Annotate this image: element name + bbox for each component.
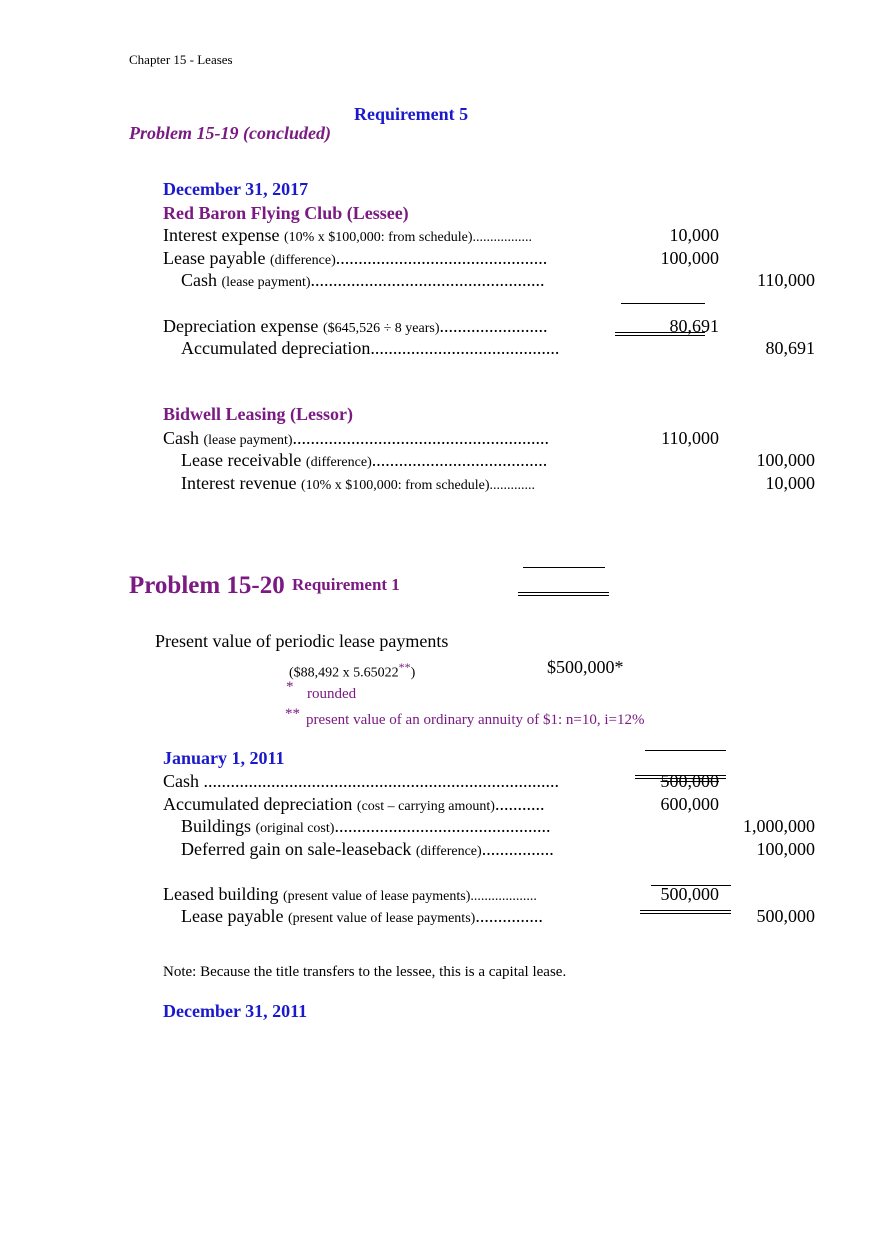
j-lease-payable-credit: 500,000 — [756, 906, 815, 926]
double-rule-line — [640, 910, 731, 914]
capital-lease-note: Note: Because the title transfers to the lessee, this is a capital lease. — [163, 964, 567, 980]
lessor-lease-receivable-credit: 100,000 — [756, 450, 815, 470]
footnote-rounded-mark: * — [286, 679, 294, 695]
lessee-interest-expense-row — [163, 225, 532, 246]
lessee-depreciation-row — [163, 316, 547, 337]
lessor-interest-revenue-row — [181, 473, 535, 494]
leader-dots: ................ — [481, 839, 554, 859]
account-note: (difference) — [415, 844, 482, 859]
lessor-title: Bidwell Leasing (Lessor) — [163, 404, 354, 424]
double-rule-line — [518, 592, 609, 596]
lessee-cash-row — [181, 270, 545, 291]
j-buildings-credit: 1,000,000 — [743, 816, 815, 836]
account-note: (cost – carrying amount) — [356, 799, 495, 814]
account-note: (lease payment) — [203, 433, 293, 448]
account-name: Deferred gain on sale-leaseback — [181, 839, 416, 859]
account-note: (original cost) — [255, 821, 335, 836]
j-cash-row — [163, 771, 559, 792]
account-note: (present value of lease payments)................... — [282, 889, 537, 904]
lessee-lease-payable-row — [163, 248, 547, 269]
account-note: (10% x $100,000: from schedule)................. — [283, 230, 533, 245]
requirement-5-heading: Requirement 5 — [354, 104, 469, 124]
date-dec-2017: December 31, 2017 — [163, 179, 309, 199]
lessee-title: Red Baron Flying Club (Lessee) — [163, 203, 409, 223]
double-rule-line — [635, 775, 726, 779]
problem-15-20-title: Problem 15-20 — [129, 572, 285, 599]
lessee-lease-payable-debit: 100,000 — [660, 248, 719, 268]
j-deferred-gain-row — [181, 839, 554, 860]
pv-calculation — [289, 660, 415, 682]
account-name: Buildings — [181, 816, 256, 836]
leader-dots: .................................................... — [310, 270, 545, 290]
footnote-rounded-text: rounded — [307, 686, 357, 702]
j-accum-depr-debit: 600,000 — [660, 794, 719, 814]
account-name: Lease payable — [163, 248, 270, 268]
account-name: Cash — [163, 428, 204, 448]
lessor-cash-row — [163, 428, 549, 449]
j-leased-building-debit: 500,000 — [660, 884, 719, 904]
date-dec-2011: December 31, 2011 — [163, 1001, 308, 1021]
pv-calc-end: ) — [410, 665, 416, 681]
account-name: Interest revenue — [181, 473, 301, 493]
leader-dots: ............................................... — [335, 248, 548, 268]
leader-dots: ............... — [475, 906, 543, 926]
lessee-interest-expense-debit: 10,000 — [669, 225, 719, 245]
pv-label: Present value of periodic lease payments — [155, 631, 449, 651]
leader-dots: .......................................... — [370, 338, 560, 358]
account-note: (difference) — [305, 455, 372, 470]
account-name: Accumulated depreciation — [163, 794, 357, 814]
lessor-lease-receivable-row — [181, 450, 547, 471]
account-note: (10% x $100,000: from schedule)............. — [300, 478, 536, 493]
j-accum-depr-row — [163, 794, 544, 815]
double-rule-line — [615, 332, 705, 336]
lessee-depreciation-debit: 80,691 — [669, 316, 719, 336]
pv-calc-sup: ** — [398, 660, 411, 674]
j-lease-payable-row — [181, 906, 543, 927]
account-name: Lease receivable — [181, 450, 306, 470]
leader-dots: ............................................................................... — [203, 771, 559, 791]
account-note: (present value of lease payments) — [287, 911, 476, 926]
leader-dots: ....................................... — [371, 450, 548, 470]
account-note: ($645,526 ÷ 8 years) — [322, 321, 440, 336]
account-note: (difference) — [269, 253, 336, 268]
j-leased-building-row — [163, 884, 537, 905]
lessee-accum-depr-row — [181, 338, 559, 359]
rule-line — [645, 750, 726, 751]
account-name: Cash — [181, 270, 222, 290]
lessor-cash-debit: 110,000 — [661, 428, 719, 448]
problem-15-19-title: Problem 15-19 (concluded) — [129, 123, 331, 143]
pv-value: $500,000* — [547, 657, 624, 677]
leader-dots: ................................................ — [334, 816, 551, 836]
requirement-1-heading: Requirement 1 — [292, 575, 400, 594]
lessee-cash-credit: 110,000 — [757, 270, 815, 290]
footnote-annuity-text: present value of an ordinary annuity of $1: n=10, i=12% — [306, 712, 645, 728]
leader-dots: ........... — [494, 794, 545, 814]
j-deferred-gain-credit: 100,000 — [756, 839, 815, 859]
account-name: Lease payable — [181, 906, 288, 926]
date-jan-2011: January 1, 2011 — [163, 748, 285, 768]
leader-dots: ........................ — [439, 316, 548, 336]
lessor-interest-revenue-credit: 10,000 — [765, 473, 815, 493]
account-name: Interest expense — [163, 225, 284, 245]
account-name: Depreciation expense — [163, 316, 323, 336]
j-buildings-row — [181, 816, 550, 837]
account-name: Cash — [163, 771, 204, 791]
lessee-accum-depr-credit: 80,691 — [765, 338, 815, 358]
rule-line — [523, 567, 605, 568]
account-note: (lease payment) — [221, 275, 311, 290]
account-name: Leased building — [163, 884, 283, 904]
rule-line — [621, 303, 705, 304]
footnote-annuity-mark: ** — [285, 706, 300, 722]
chapter-header: Chapter 15 - Leases — [129, 52, 233, 67]
leader-dots: ......................................................... — [292, 428, 550, 448]
j-cash-debit: 500,000 — [660, 771, 719, 791]
account-name: Accumulated depreciation — [181, 338, 371, 358]
pv-calc-text: ($88,492 x 5.65022 — [289, 665, 399, 681]
